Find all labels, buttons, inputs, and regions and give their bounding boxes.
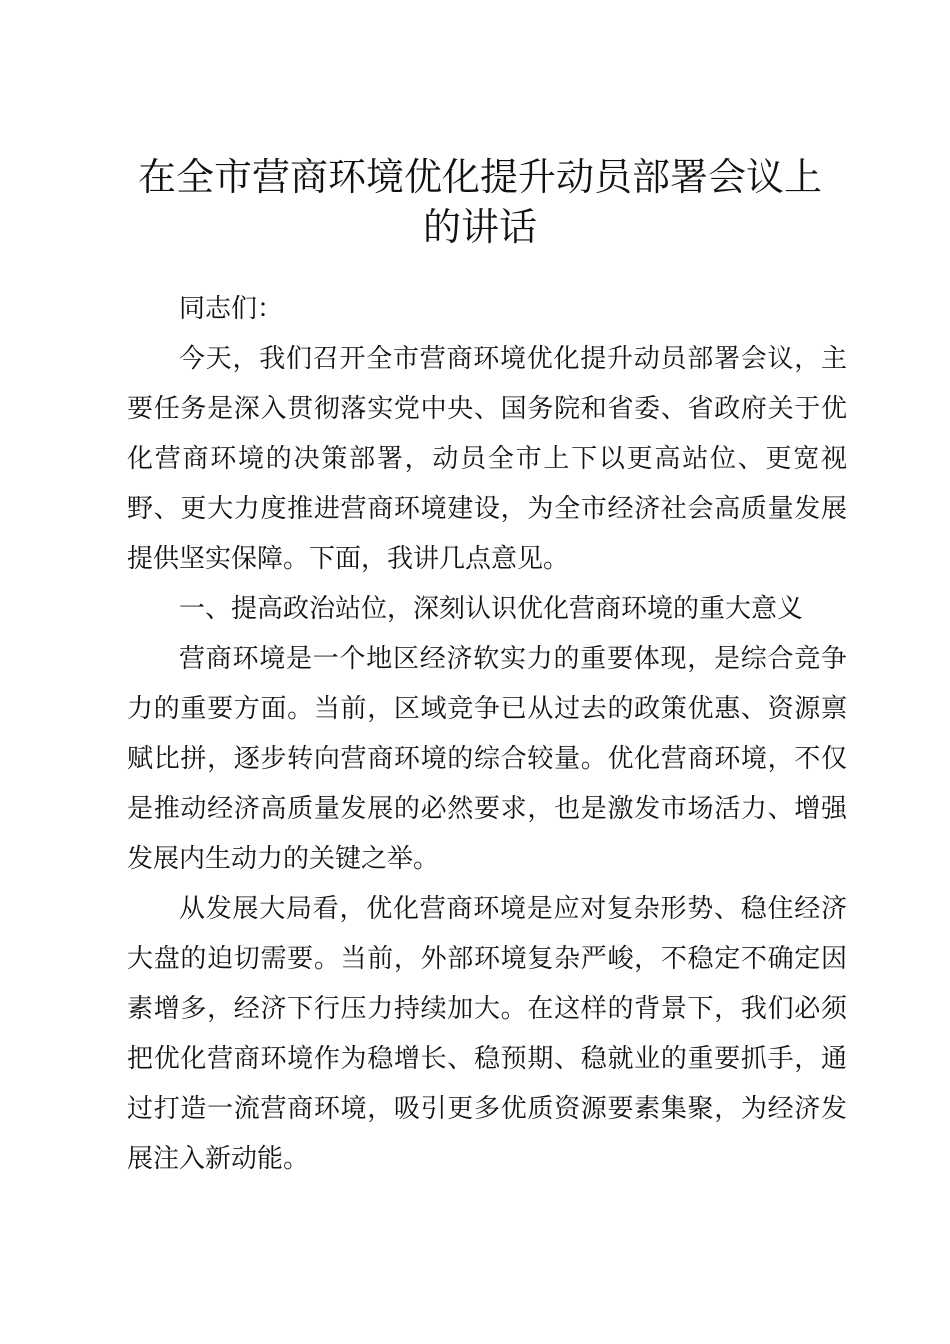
paragraph-2: 从发展大局看，优化营商环境是应对复杂形势、稳住经济大盘的迫切需要。当前，外部环境复杂严峻，不稳定不确定因素增多，经济下行压力持续加大。在这样的背景下，我们必须把优化营商环境作为稳增长、稳预期、稳就业的重要抓手，通过打造一流营商环境，吸引更多优质资源要素集聚，为经济发展注入新动能。 bbox=[127, 894, 847, 1174]
paragraph-intro: 今天，我们召开全市营商环境优化提升动员部署会议，主要任务是深入贯彻落实党中央、国务院和省委、省政府关于优化营商环境的决策部署，动员全市上下以更高站位、更宽视野、更大力度推进营商环境建设，为全市经济社会高质量发展提供坚实保障。下面，我讲几点意见。 bbox=[127, 344, 847, 574]
salutation: 同志们： bbox=[179, 294, 284, 324]
document-title: 在全市营商环境优化提升动员部署会议上的讲话 bbox=[137, 155, 822, 249]
paragraph-1: 营商环境是一个地区经济软实力的重要体现，是综合竞争力的重要方面。当前，区域竞争已从过去的政策优惠、资源禀赋比拼，逐步转向营商环境的综合较量。优化营商环境，不仅是推动经济高质量发展的必然要求，也是激发市场活力、增强发展内生动力的关键之举。 bbox=[127, 644, 847, 874]
document-body bbox=[127, 284, 847, 1184]
section-heading-1: 一、提高政治站位，深刻认识优化营商环境的重大意义 bbox=[179, 594, 804, 624]
